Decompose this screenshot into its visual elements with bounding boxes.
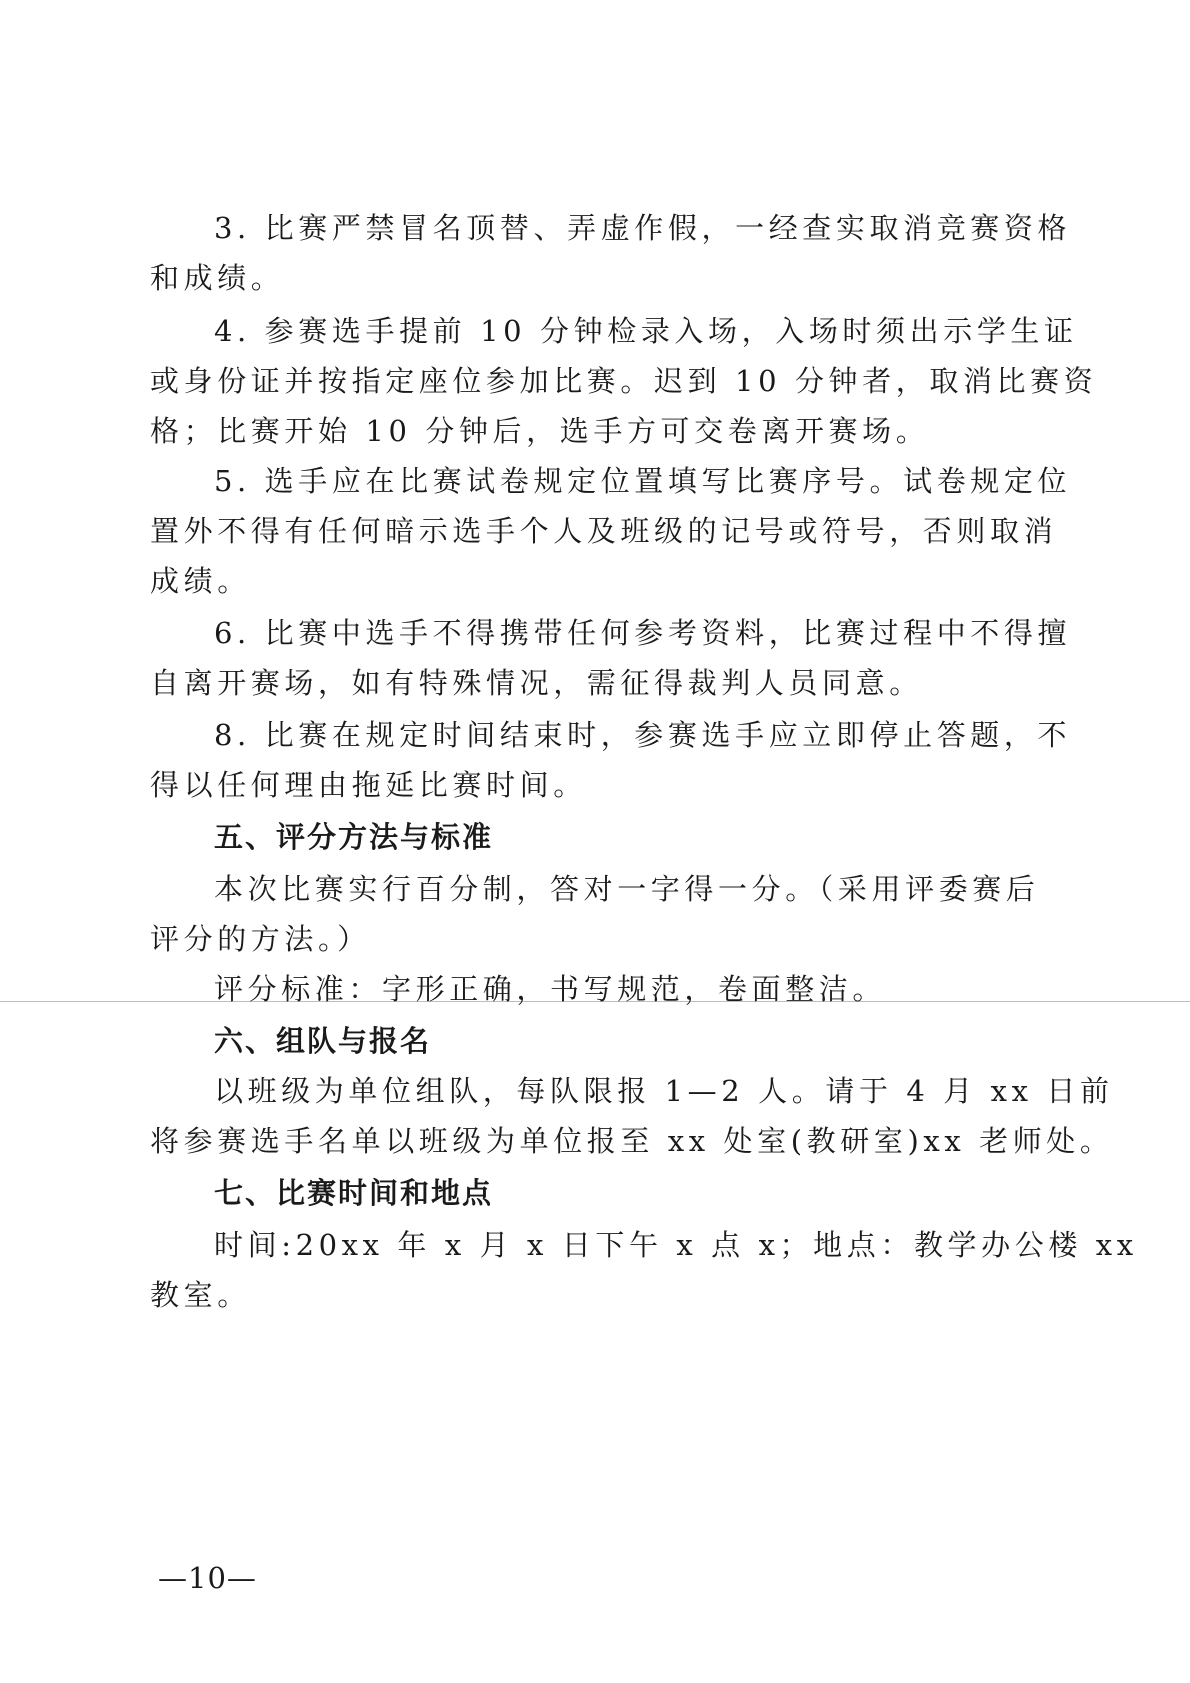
- rule-8-line-2: 得以任何理由拖延比赛时间。: [150, 768, 587, 802]
- time-place-line-1: 时间:20xx 年 x 月 x 日下午 x 点 x；地点：教学办公楼 xx: [214, 1228, 1138, 1262]
- rule-4-line-3: 格；比赛开始 10 分钟后，选手方可交卷离开赛场。: [150, 414, 930, 448]
- rule-8-line-1: 8. 比赛在规定时间结束时，参赛选手应立即停止答题，不: [214, 718, 1072, 752]
- registration-line-1: 以班级为单位组队，每队限报 1—2 人。请于 4 月 xx 日前: [214, 1074, 1114, 1108]
- registration-line-2: 将参赛选手名单以班级为单位报至 xx 处室(教研室)xx 老师处。: [150, 1124, 1114, 1158]
- scoring-text-line-1: 本次比赛实行百分制，答对一字得一分。（采用评委赛后: [214, 872, 1040, 906]
- rule-3-line-2: 和成绩。: [150, 261, 285, 295]
- rule-5-line-3: 成绩。: [150, 564, 251, 598]
- rule-5-line-1: 5. 选手应在比赛试卷规定位置填写比赛序号。试卷规定位: [214, 464, 1072, 498]
- section-7-heading: 七、比赛时间和地点: [214, 1176, 494, 1210]
- scoring-text-line-2: 评分的方法。）: [150, 922, 371, 956]
- section-5-heading: 五、评分方法与标准: [214, 820, 494, 854]
- rule-4-line-1: 4. 参赛选手提前 10 分钟检录入场，入场时须出示学生证: [214, 314, 1078, 348]
- rule-6-line-1: 6. 比赛中选手不得携带任何参考资料，比赛过程中不得擅: [214, 616, 1072, 650]
- rule-4-line-2: 或身份证并按指定座位参加比赛。迟到 10 分钟者，取消比赛资: [150, 364, 1098, 398]
- page-number: —10—: [158, 1561, 257, 1595]
- time-place-line-2: 教室。: [150, 1278, 251, 1312]
- rule-5-line-2: 置外不得有任何暗示选手个人及班级的记号或符号，否则取消: [150, 514, 1058, 548]
- section-6-heading: 六、组队与报名: [214, 1024, 432, 1058]
- scoring-standard: 评分标准：字形正确，书写规范，卷面整洁。: [214, 972, 887, 1006]
- rule-3-line-1: 3. 比赛严禁冒名顶替、弄虚作假，一经查实取消竞赛资格: [214, 211, 1072, 245]
- rule-6-line-2: 自离开赛场，如有特殊情况，需征得裁判人员同意。: [150, 666, 923, 700]
